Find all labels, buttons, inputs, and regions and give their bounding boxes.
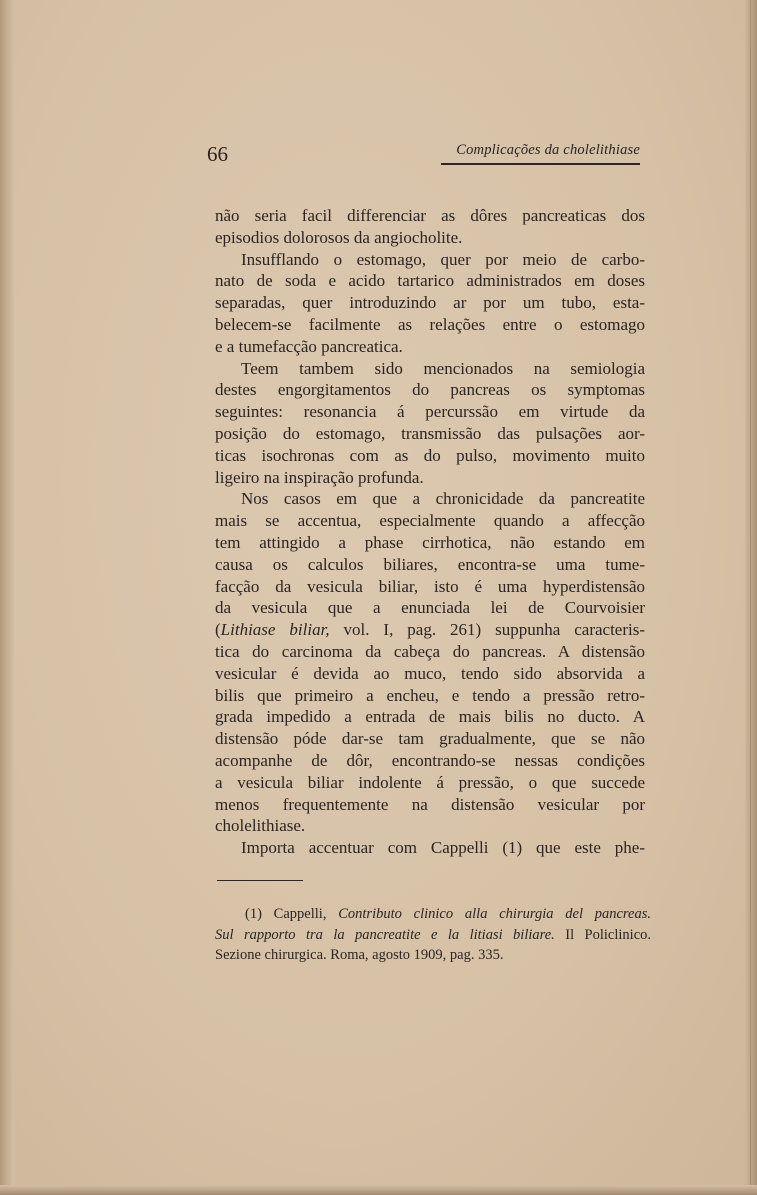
running-head	[207, 140, 640, 168]
body-line: mais se accentua, especialmente quando a affecção	[215, 511, 645, 531]
page-number: 66	[207, 142, 228, 166]
page-right-edge-line	[750, 0, 751, 1195]
body-line: ticas isochronas com as do pulso, movimento muito	[215, 445, 645, 465]
italic-text: Lithiase biliar,	[220, 620, 330, 640]
running-title-rule	[441, 163, 640, 165]
body-line: Teem tambem sido mencionados na semiologia	[241, 358, 645, 378]
body-line: nato de soda e acido tartarico administrados em doses	[215, 271, 645, 291]
body-line: ligeiro na inspiração profunda.	[215, 467, 424, 487]
footnote-rule	[217, 880, 303, 881]
italic-text: Contributo clinico alla chirurgia del pancreas.	[338, 906, 651, 922]
footnote-line: Sezione chirurgica. Roma, agosto 1909, pag. 335.	[215, 947, 504, 963]
body-line: não seria facil differenciar as dôres pancreaticas dos	[215, 206, 645, 225]
body-line: Nos casos em que a chronicidade da pancreatite	[241, 489, 645, 509]
italic-text: Sul rapporto tra la pancreatite e la litiasi biliare.	[215, 926, 555, 943]
body-line: Importa accentuar com Cappelli (1) que este phe-	[241, 838, 645, 858]
body-line: vesicular é devida ao muco, tendo sido absorvida a	[215, 663, 645, 683]
body-line: cholelithiase.	[215, 816, 306, 836]
body-line: posição do estomago, transmissão das pulsações aor-	[215, 423, 645, 443]
footnote-line: (1) Cappelli, Contributo clinico alla chirurgia del pancreas.	[245, 906, 651, 922]
footnote	[215, 904, 651, 966]
body-line: facção da vesicula biliar, isto é uma hyperdistensão	[215, 576, 645, 596]
body-line: grada impedido a entrada de mais bilis no ducto. A	[215, 707, 645, 727]
body-line: Insufflando o estomago, quer por meio de carbo-	[241, 249, 645, 269]
page-bottom-edge	[0, 1185, 757, 1195]
body-line: acompanhe de dôr, encontrando-se nessas condições	[215, 750, 645, 770]
body-line: e a tumefacção pancreatica.	[215, 336, 403, 356]
body-line: tem attingido a phase cirrhotica, não estando em	[215, 532, 645, 552]
running-title: Complicações da cholelithiase	[456, 142, 640, 158]
body-line: separadas, quer introduzindo ar por um tubo, esta-	[215, 293, 645, 313]
body-line: episodios dolorosos da angiocholite.	[215, 227, 463, 247]
body-line: belecem-se facilmente as relações entre o estomago	[215, 314, 645, 334]
page-right-edge	[745, 0, 757, 1195]
body-line: da vesicula que a enunciada lei de Courvoisier	[215, 598, 645, 618]
body-line: causa os calculos biliares, encontra-se uma tume-	[215, 554, 645, 574]
body-line: menos frequentemente na distensão vesicular por	[215, 794, 645, 814]
page-left-edge	[0, 0, 14, 1195]
body-text	[215, 205, 645, 859]
footnote-line: Sul rapporto tra la pancreatite e la litiasi biliare. Il Policlinico.	[215, 926, 652, 943]
body-line: destes engorgitamentos do pancreas os symptomas	[215, 380, 645, 400]
body-line: tica do carcinoma da cabeça do pancreas. A distensão	[215, 641, 645, 661]
body-line: a vesicula biliar indolente á pressão, o que succede	[215, 772, 645, 792]
body-line: (Lithiase biliar, vol. I, pag. 261) suppunha caracteris-	[215, 620, 646, 640]
body-line: bilis que primeiro a encheu, e tendo a pressão retro-	[215, 685, 645, 705]
body-line: distensão póde dar-se tam gradualmente, que se não	[215, 729, 645, 749]
body-line: seguintes: resonancia á percurssão em virtude da	[215, 402, 645, 422]
